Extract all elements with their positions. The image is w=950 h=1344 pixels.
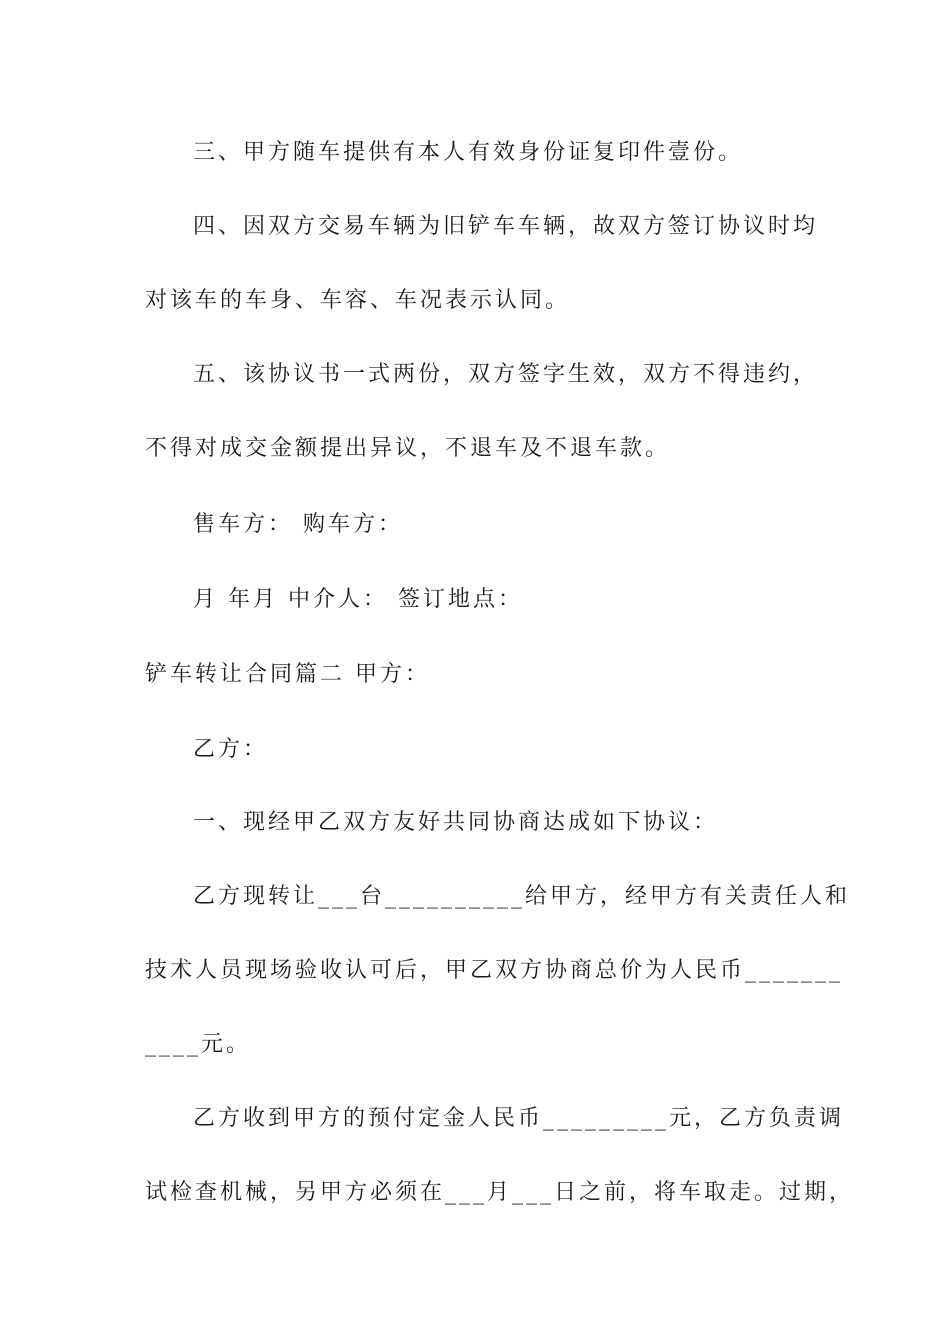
transfer-line-3: ____元。 bbox=[145, 1032, 252, 1057]
deposit-line-2: 试检查机械，另甲方必须在___月___日之前，将车取走。过期， bbox=[145, 1180, 855, 1205]
party-b-line: 乙方： bbox=[193, 737, 269, 762]
agreement-intro-line: 一、现经甲乙双方友好共同协商达成如下协议： bbox=[193, 810, 719, 835]
deposit-line-1: 乙方收到甲方的预付定金人民币_________元，乙方负责调 bbox=[193, 1106, 845, 1131]
date-agent-place-line: 月 年月 中介人： 签订地点： bbox=[193, 587, 523, 612]
transfer-line-1: 乙方现转让___台__________给甲方，经甲方有关责任人和 bbox=[193, 884, 851, 909]
seller-buyer-line: 售车方： 购车方： bbox=[193, 512, 403, 537]
clause-5-line-2: 不得对成交金额提出异议，不退车及不退车款。 bbox=[145, 436, 671, 461]
clause-4-line-1: 四、因双方交易车辆为旧铲车车辆，故双方签订协议时均 bbox=[193, 214, 819, 239]
clause-3-line: 三、甲方随车提供有本人有效身份证复印件壹份。 bbox=[193, 140, 744, 165]
transfer-line-2: 技术人员现场验收认可后，甲乙双方协商总价为人民币_______ bbox=[145, 958, 844, 983]
clause-4-line-2: 对该车的车身、车容、车况表示认同。 bbox=[145, 288, 571, 313]
contract-title-line: 铲车转让合同篇二 甲方： bbox=[145, 662, 430, 687]
clause-5-line-1: 五、该协议书一式两份，双方签字生效，双方不得违约， bbox=[193, 362, 819, 387]
